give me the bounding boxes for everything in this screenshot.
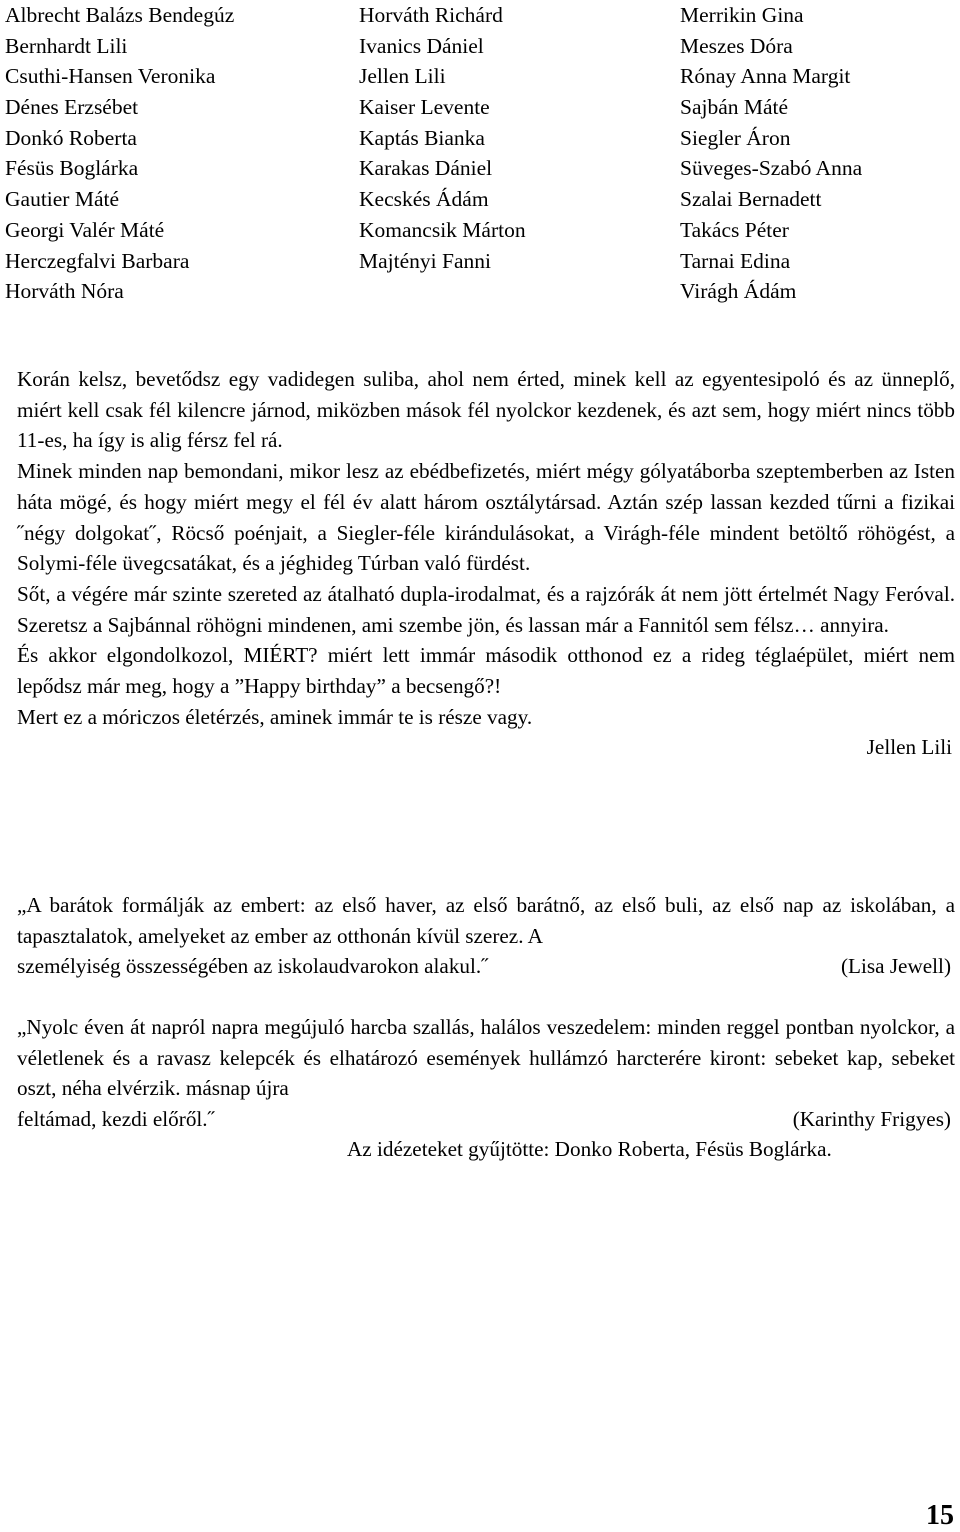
name-column-2	[359, 0, 526, 276]
essay-paragraph: És akkor elgondolkozol, MIÉRT? miért lett immár második otthonod ez a rideg téglaépület, miért nem lepődsz már meg, hogy a ”Happy birthday” a becsengő?!	[17, 643, 955, 699]
student-name: Csuthi-Hansen Veronika	[5, 64, 216, 89]
quote-karinthy	[17, 1012, 955, 1135]
quote-text-end: feltámad, kezdi előről.˝	[17, 1107, 215, 1132]
student-name: Donkó Roberta	[5, 125, 137, 150]
name-column-1	[5, 0, 234, 307]
student-name: Takács Péter	[680, 217, 789, 242]
quote-last-line	[17, 1104, 955, 1135]
student-name: Fésüs Boglárka	[5, 156, 139, 181]
name-column-3	[680, 0, 862, 307]
student-name: Majtényi Fanni	[359, 248, 491, 273]
quote-author: (Lisa Jewell)	[840, 954, 951, 979]
student-name: Horváth Nóra	[5, 279, 124, 304]
student-name: Virágh Ádám	[680, 279, 797, 304]
student-name: Szalai Bernadett	[680, 187, 822, 212]
student-name: Komancsik Márton	[359, 217, 526, 242]
essay	[17, 364, 955, 763]
student-name: Sajbán Máté	[680, 95, 789, 120]
quote-author: (Karinthy Frigyes)	[792, 1107, 951, 1132]
essay-paragraph: Mert ez a móriczos életérzés, aminek immár te is része vagy.	[17, 704, 533, 729]
student-name: Gautier Máté	[5, 187, 120, 212]
class-name-list	[0, 0, 960, 310]
student-name: Kecskés Ádám	[359, 187, 489, 212]
student-name: Tarnai Edina	[680, 248, 791, 273]
student-name: Jellen Lili	[359, 64, 446, 89]
student-name: Herczegfalvi Barbara	[5, 248, 190, 273]
student-name: Kaiser Levente	[359, 95, 490, 120]
student-name: Süveges-Szabó Anna	[680, 156, 863, 181]
student-name: Siegler Áron	[680, 125, 791, 150]
student-name: Horváth Richárd	[359, 3, 503, 27]
quote-text: „A barátok formálják az embert: az első haver, az első barátnő, az első buli, az első nap az iskolában, a tapasztalatok, amelyeket az ember az otthonán kívül szerez. A	[17, 893, 955, 948]
student-name: Karakas Dániel	[359, 156, 493, 181]
quote-text-end: személyiség összességében az iskolaudvarokon alakul.˝	[17, 954, 489, 979]
quotes-credit: Az idézeteket gyűjtötte: Donko Roberta, Fésüs Boglárka.	[347, 1137, 832, 1161]
page-number: 15	[926, 1500, 954, 1531]
quote-text: „Nyolc éven át napról napra megújuló harcba szallás, halálos veszedelem: minden reggel pontban nyolckor, a véletlenek és a ravasz kelepcék és elhatározó események hullámzó harcterére kiront: sebeket kap, sebeket oszt, néha elvérzik. másnap újra	[17, 1015, 955, 1101]
student-name: Kaptás Bianka	[359, 125, 485, 150]
essay-paragraph: Korán kelsz, bevetődsz egy vadidegen suliba, ahol nem érted, minek kell az egyentesipoló és az ünneplő, miért kell csak fél kilencre járnod, miközben mások fél nyolckor kezdenek, és azt sem, hogy miért nincs több 11-es, ha így is alig férsz fel rá.	[17, 367, 955, 453]
essay-paragraph: Minek minden nap bemondani, mikor lesz az ebédbefizetés, miért mégy gólyatáborba szeptemberben az Isten háta mögé, és hogy miért megy el fél év alatt három osztálytársad. Aztán szép lassan kezded tűrni a fizikai ˝négy dolgokat˝, Röcső poénjait, a Siegler-féle kirándulásokat, a Virágh-féle mindent betöltő röhögést, a Solymi-féle üvegcsatákat, és a jéghideg Túrban való fürdést.	[17, 459, 955, 576]
student-name: Merrikin Gina	[680, 3, 804, 27]
student-name: Dénes Erzsébet	[5, 95, 139, 120]
student-name: Bernhardt Lili	[5, 33, 128, 58]
student-name: Georgi Valér Máté	[5, 217, 165, 242]
student-name: Meszes Dóra	[680, 33, 793, 58]
student-name: Albrecht Balázs Bendegúz	[5, 3, 235, 27]
essay-signature: Jellen Lili	[866, 735, 952, 760]
student-name: Rónay Anna Margit	[680, 64, 851, 89]
quote-last-line	[17, 951, 955, 982]
student-name: Ivanics Dániel	[359, 33, 484, 58]
quote-lisa-jewell	[17, 890, 955, 982]
essay-paragraph: Sőt, a végére már szinte szereted az átalható dupla-irodalmat, és a rajzórák át nem jött értelmét Nagy Feróval. Szeretsz a Sajbánnal röhögni mindenen, ami szembe jön, és lassan már a Fannitól sem félsz… annyira.	[17, 581, 955, 637]
